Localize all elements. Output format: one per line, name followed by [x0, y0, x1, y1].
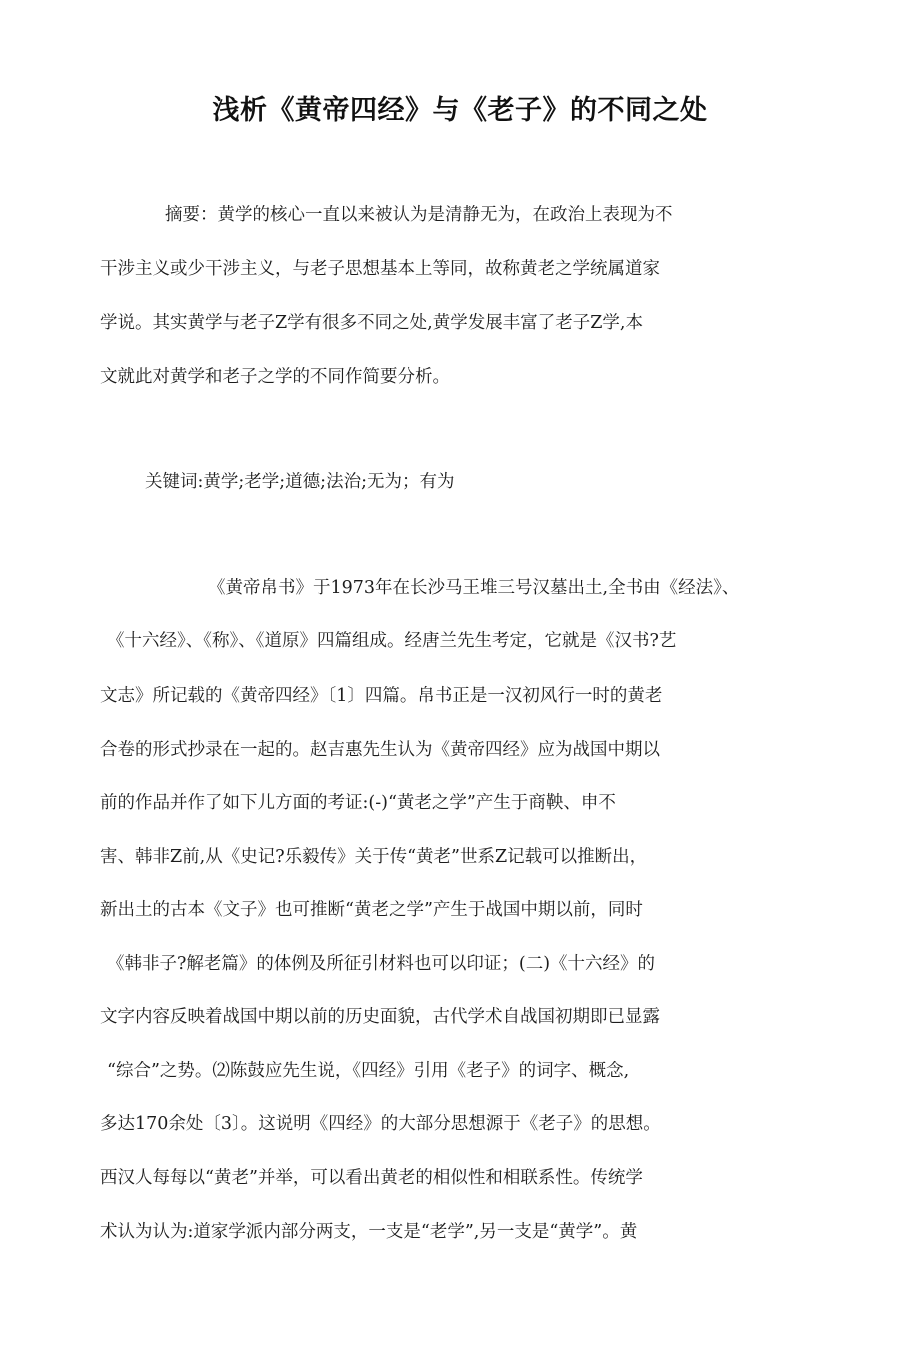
body-line: 多达170余处〔3〕。这说明《四经》的大部分思想源于《老子》的思想。 [100, 1114, 661, 1134]
body-line: 害、韩非Z前,从《史记?乐毅传》关于传“黄老”世系Z记载可以推断出， [100, 847, 648, 867]
abstract-line: 学说。其实黄学与老子Z学有很多不同之处,黄学发展丰富了老子Z学,本 [100, 313, 643, 333]
abstract-line: 文就此对黄学和老子之学的不同作简要分析。 [100, 367, 450, 387]
body-line: 前的作品并作了如下儿方面的考证:(-)“黄老之学”产生于商鞅、申不 [100, 793, 616, 813]
body-line: 文字内容反映着战国中期以前的历史面貌，古代学术自战国初期即已显露 [100, 1007, 660, 1027]
body-line: 西汉人每每以“黄老”并举，可以看出黄老的相似性和相联系性。传统学 [100, 1168, 643, 1188]
abstract-line: 摘要：黄学的核心一直以来被认为是清静无为，在政治上表现为不 [165, 205, 673, 225]
body-line: 术认为认为:道家学派内部分两支，一支是“老学”,另一支是“黄学”。黄 [100, 1222, 638, 1242]
page-title: 浅析《黄帝四经》与《老子》的不同之处 [212, 95, 708, 126]
body-line: 合卷的形式抄录在一起的。赵吉惠先生认为《黄帝四经》应为战国中期以 [100, 740, 660, 760]
body-line: “综合”之势。⑵陈鼓应先生说，《四经》引用《老子》的词字、概念, [107, 1061, 630, 1081]
body-line: 文志》所记载的《黄帝四经》〔1〕四篇。帛书正是一汉初风行一时的黄老 [100, 686, 663, 706]
abstract-line: 干涉主义或少干涉主义，与老子思想基本上等同，故称黄老之学统属道家 [100, 259, 660, 279]
body-line: 新出土的古本《文子》也可推断“黄老之学”产生于战国中期以前，同时 [100, 900, 643, 920]
body-line: 《黄帝帛书》于1973年在长沙马王堆三号汉墓出土,全书由《经法》、 [208, 578, 740, 598]
body-line: 《韩非子?解老篇》的体例及所征引材料也可以印证；(二)《十六经》的 [107, 954, 656, 974]
body-line: 《十六经》、《称》、《道原》四篇组成。经唐兰先生考定，它就是《汉书?艺 [107, 631, 677, 651]
keywords: 关键词:黄学;老学;道德;法治;无为；有为 [145, 472, 455, 492]
